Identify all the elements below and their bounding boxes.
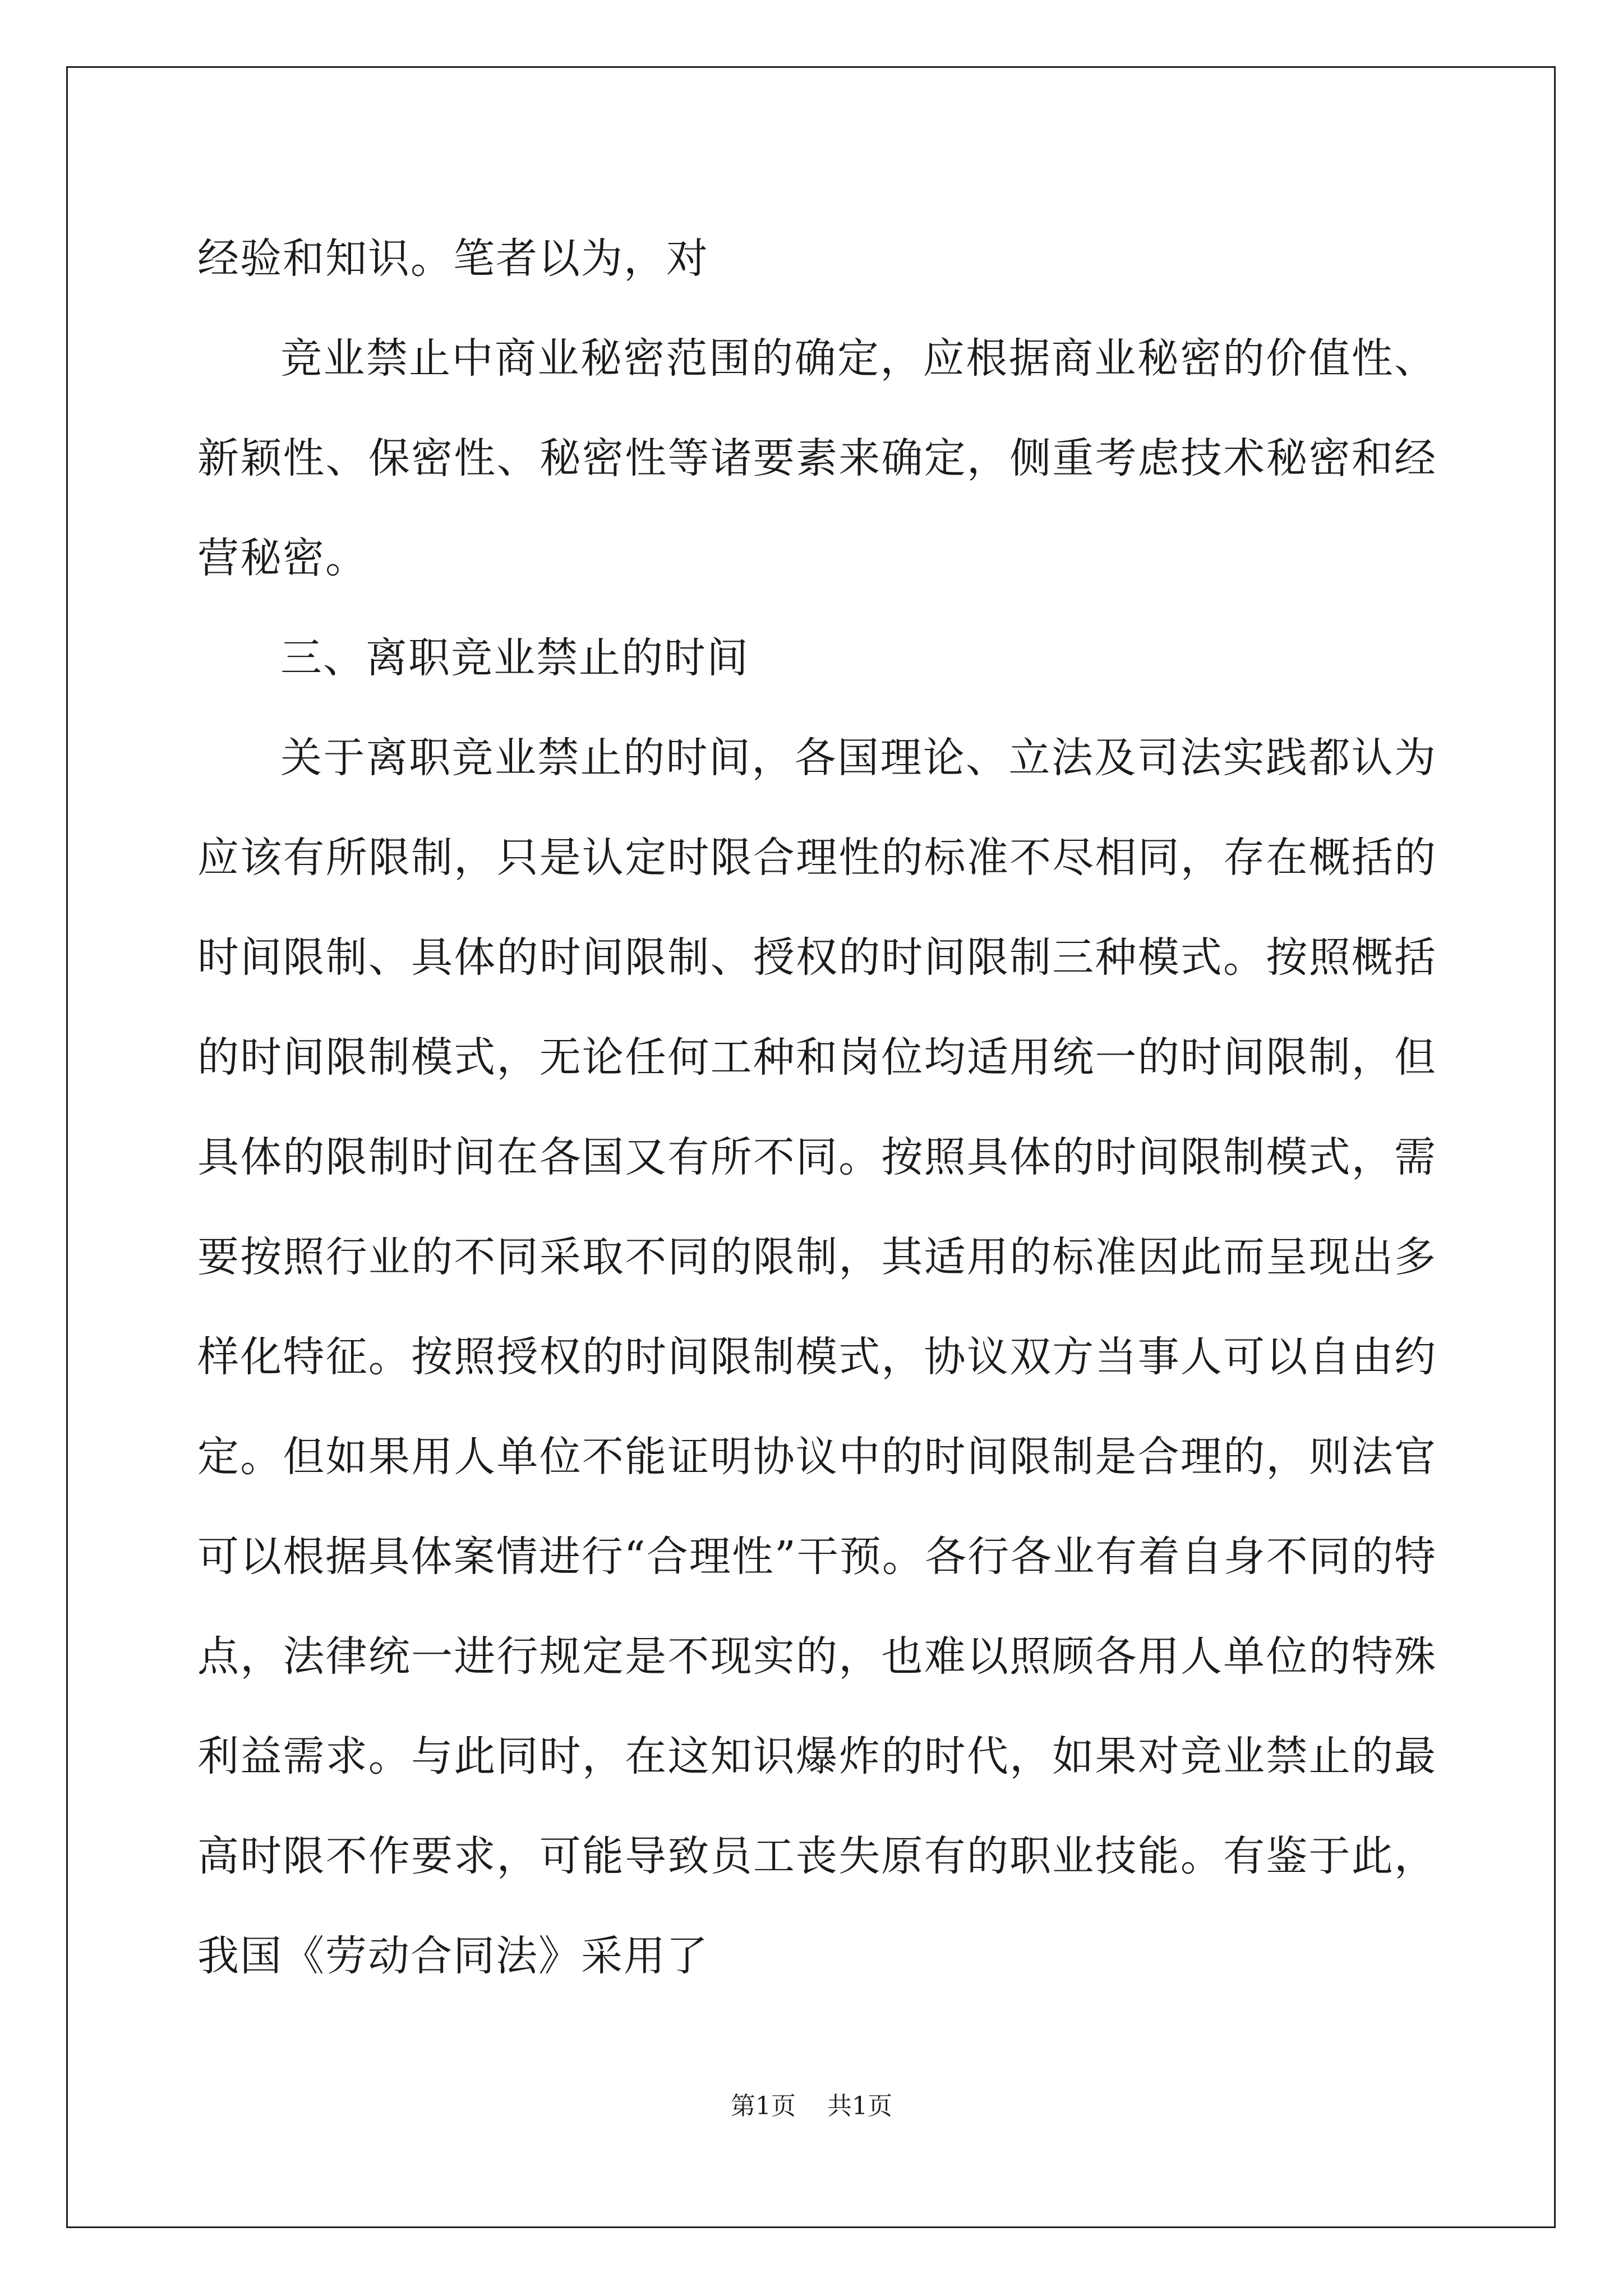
page-total: 共1页: [827, 2092, 892, 2120]
paragraph-time-limit: 关于离职竞业禁止的时间，各国理论、立法及司法实践都认为应该有所限制，只是认定时限合理性的标准不尽相同，存在概括的时间限制、具体的时间限制、授权的时间限制三种模式。按照概括的时间限制模式，无论任何工种和岗位均适用统一的时间限制，但具体的限制时间在各国又有所不同。按照具体的时间限制模式，需要按照行业的不同采取不同的限制，其适用的标准因此而呈现出多样化特征。按照授权的时间限制模式，协议双方当事人可以自由约定。但如果用人单位不能证明协议中的时间限制是合理的，则法官可以根据具体案情进行“合理性”干预。各行各业有着自身不同的特点，法律统一进行规定是不现实的，也难以照顾各用人单位的特殊利益需求。与此同时，在这知识爆炸的时代，如果对竞业禁止的最高时限不作要求，可能导致员工丧失原有的职业技能。有鉴于此，我国《劳动合同法》采用了: [197, 734, 1437, 1980]
page-number: 第1页: [731, 2092, 796, 2120]
section-heading: 三、离职竞业禁止的时间: [280, 634, 749, 682]
paragraph-continuation: 经验和知识。笔者以为，对: [197, 234, 709, 283]
paragraph-trade-secret-scope: 竞业禁止中商业秘密范围的确定，应根据商业秘密的价值性、新颖性、保密性、秘密性等诸要素来确定，侧重考虑技术秘密和经营秘密。: [197, 334, 1437, 582]
document-body: [197, 209, 1437, 2006]
page-footer: [0, 2086, 1623, 2122]
